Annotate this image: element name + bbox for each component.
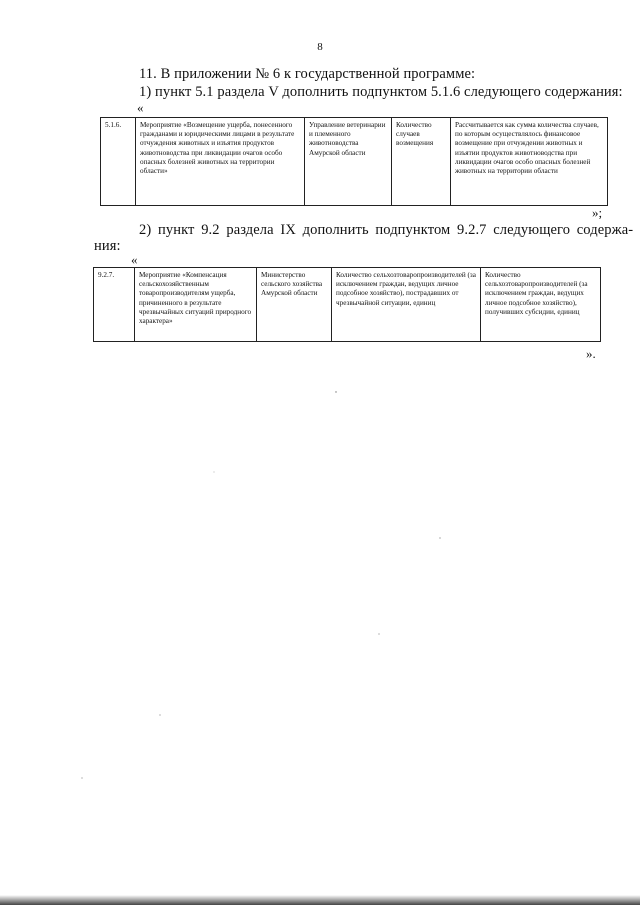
paragraph-point-1: 1) пункт 5.1 раздела V дополнить подпунктом 5.1.6 следующего содержания: (139, 84, 623, 100)
cell-executor: Управление ветеринарии и племенного животноводства Амурской области (305, 118, 392, 206)
cell-event: Мероприятие «Возмещение ущерба, понесенного гражданами и юридическими лицами в результате отчуждения животных и изъятия продуктов животноводства при ликвидации очагов особо опасных болезней животных на территории области» (136, 118, 305, 206)
scan-bottom-edge (0, 895, 640, 905)
cell-number: 5.1.6. (101, 118, 136, 206)
section-heading-11: 11. В приложении № 6 к государственной программе: (139, 66, 476, 82)
cell-indicator: Количество случаев возмещения (392, 118, 451, 206)
cell-indicator: Количество сельхозтоваропроизводителей (за исключением граждан, ведущих личное подсобное хозяйство), пострадавших от чрезвычайной ситуации, единиц (332, 268, 481, 342)
quote-close-2: ». (586, 346, 596, 361)
quote-open-1: « (137, 100, 144, 115)
quote-close-1: »; (592, 205, 603, 220)
paragraph-point-2: 2) пункт 9.2 раздела IX дополнить подпунктом 9.2.7 следующего содержа- (139, 222, 634, 238)
cell-number: 9.2.7. (94, 268, 135, 342)
cell-executor: Министерство сельского хозяйства Амурской области (257, 268, 332, 342)
cell-method: Количество сельхозтоваропроизводителей (за исключением граждан, ведущих личное подсобное хозяйство), получивших субсидии, единиц (481, 268, 601, 342)
page-number: 8 (317, 41, 323, 53)
quote-open-2: « (131, 252, 138, 267)
paragraph-point-2-continuation: ния: (94, 238, 121, 254)
cell-method: Рассчитывается как сумма количества случаев, по которым осуществлялось финансовое возмещение при отчуждении животных и изъятии продуктов животноводства при ликвидации очагов особо опасных болезней животных на территории области (451, 118, 608, 206)
cell-event: Мероприятие «Компенсация сельскохозяйственным товаропроизводителям ущерба, причиненного в результате чрезвычайных ситуаций природного характера» (135, 268, 257, 342)
